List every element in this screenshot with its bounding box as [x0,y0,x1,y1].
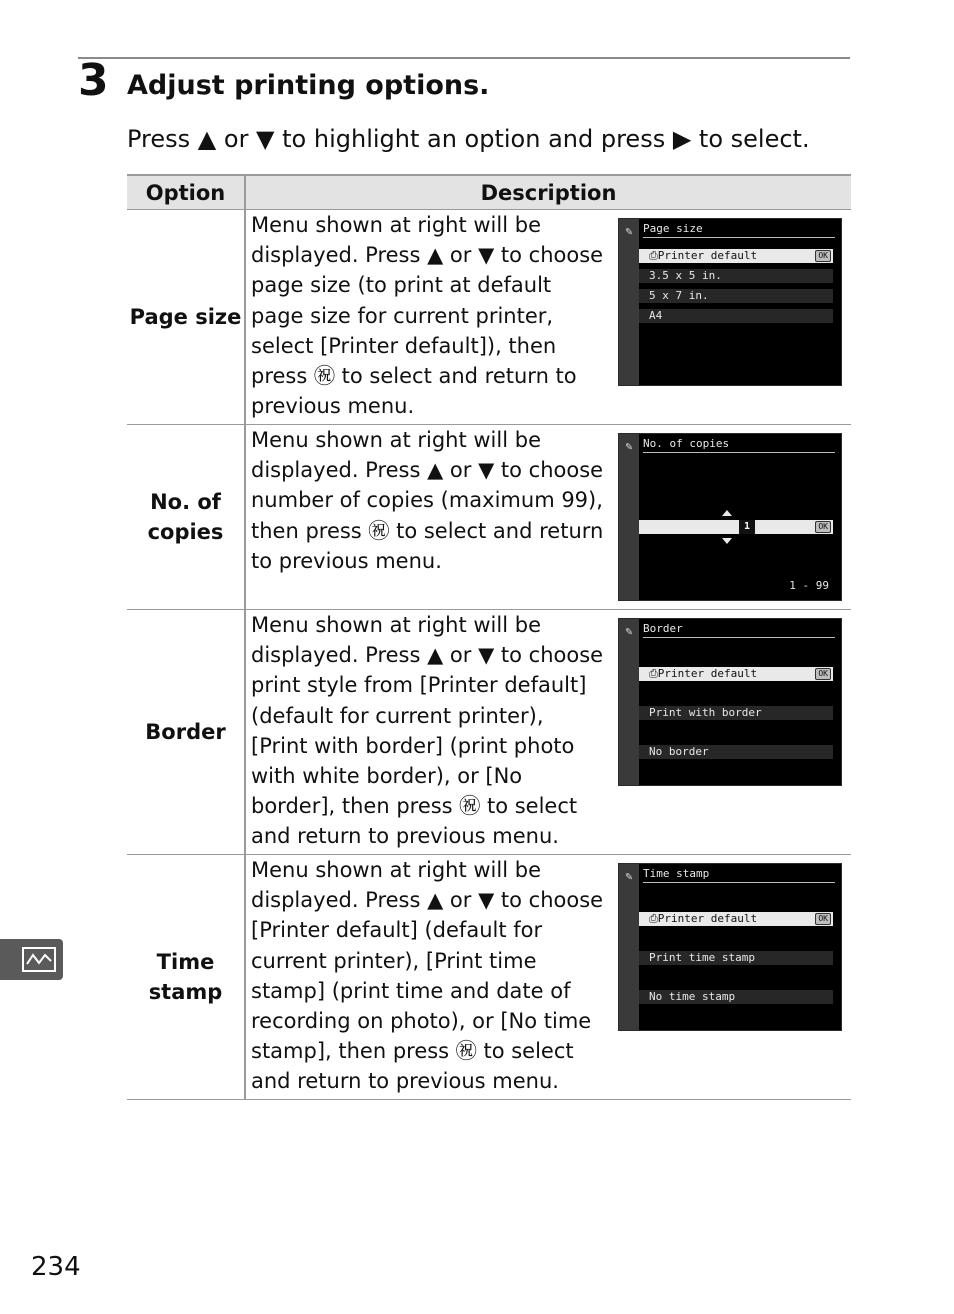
ok-icon: OK [815,250,831,262]
description-cell [245,210,851,425]
step-title: Adjust printing options. [127,70,490,101]
option-label: No. of copies [127,425,245,610]
table-row [127,855,851,1100]
description-text: Menu shown at right will be displayed. Press ▲ or ▼ to choose print style from [Printer default] (default for current printer), [Print with border] (print photo with white border), or [No border], then press ㊗ to select and return to previous menu. [251,613,604,849]
camera-menu-screenshot [618,433,842,601]
menu-item-label: ⎙Printer default [649,912,758,925]
menu-sidebar [619,619,639,785]
menu-item-label: ⎙Printer default [649,249,758,262]
print-menu-icon: ✎ [625,224,633,238]
screen-title: Border [643,621,835,638]
page-number: 234 [31,1252,81,1282]
menu-item: No border [639,745,833,759]
copies-value: 1 [739,520,755,534]
menu-item-label: ⎙Printer default [649,667,758,680]
screen-title: Page size [643,221,835,238]
menu-item: No time stamp [639,990,833,1004]
decrement-arrow-icon [722,538,732,544]
menu-item-selected [639,912,833,926]
menu-sidebar [619,219,639,385]
ok-icon: OK [815,668,831,680]
menu-item: Print with border [639,706,833,720]
menu-sidebar [619,864,639,1030]
copies-selector [639,520,833,534]
table-row [127,610,851,855]
menu-item-selected [639,249,833,263]
options-table [127,174,851,1100]
print-menu-icon: ✎ [625,439,633,453]
table-row [127,210,851,425]
header-description: Description [245,175,851,210]
copies-range: 1 - 99 [789,579,829,592]
print-tab-icon [22,947,56,972]
camera-menu-screenshot [618,218,842,386]
print-menu-icon: ✎ [625,869,633,883]
step-instruction: Press ▲ or ▼ to highlight an option and press ▶ to select. [127,125,810,153]
description-text: Menu shown at right will be displayed. Press ▲ or ▼ to choose page size (to print at default page size for current printer, select [Printer default]), then press ㊗ to select and return to previous menu. [251,213,604,419]
screen-title: No. of copies [643,436,835,453]
menu-item: Print time stamp [639,951,833,965]
header-option: Option [127,175,245,210]
print-menu-icon: ✎ [625,624,633,638]
option-label: Page size [127,210,245,425]
screen-title: Time stamp [643,866,835,883]
table-header-row [127,175,851,210]
camera-menu-screenshot [618,863,842,1031]
menu-item: 5 x 7 in. [639,289,833,303]
description-text: Menu shown at right will be displayed. Press ▲ or ▼ to choose [Printer default] (default for current printer), [Print time stamp] (print time and date of recording on photo), or [No time stamp], then press ㊗ to select and return to previous menu. [251,858,604,1094]
option-label: Border [127,610,245,855]
description-text: Menu shown at right will be displayed. Press ▲ or ▼ to choose number of copies (maximum 99), then press ㊗ to select and return to previous menu. [251,428,604,573]
description-cell [245,425,851,610]
top-rule [78,57,850,59]
menu-item: A4 [639,309,833,323]
step-number: 3 [78,55,109,106]
camera-menu-screenshot [618,618,842,786]
menu-item-selected [639,667,833,681]
option-label: Time stamp [127,855,245,1100]
ok-icon: OK [815,913,831,925]
playback-print-icon [0,939,63,980]
table-row [127,425,851,610]
wave-icon [24,949,54,970]
increment-arrow-icon [722,510,732,516]
description-cell [245,610,851,855]
menu-sidebar [619,434,639,600]
description-cell [245,855,851,1100]
menu-item: 3.5 x 5 in. [639,269,833,283]
ok-icon: OK [815,521,831,533]
